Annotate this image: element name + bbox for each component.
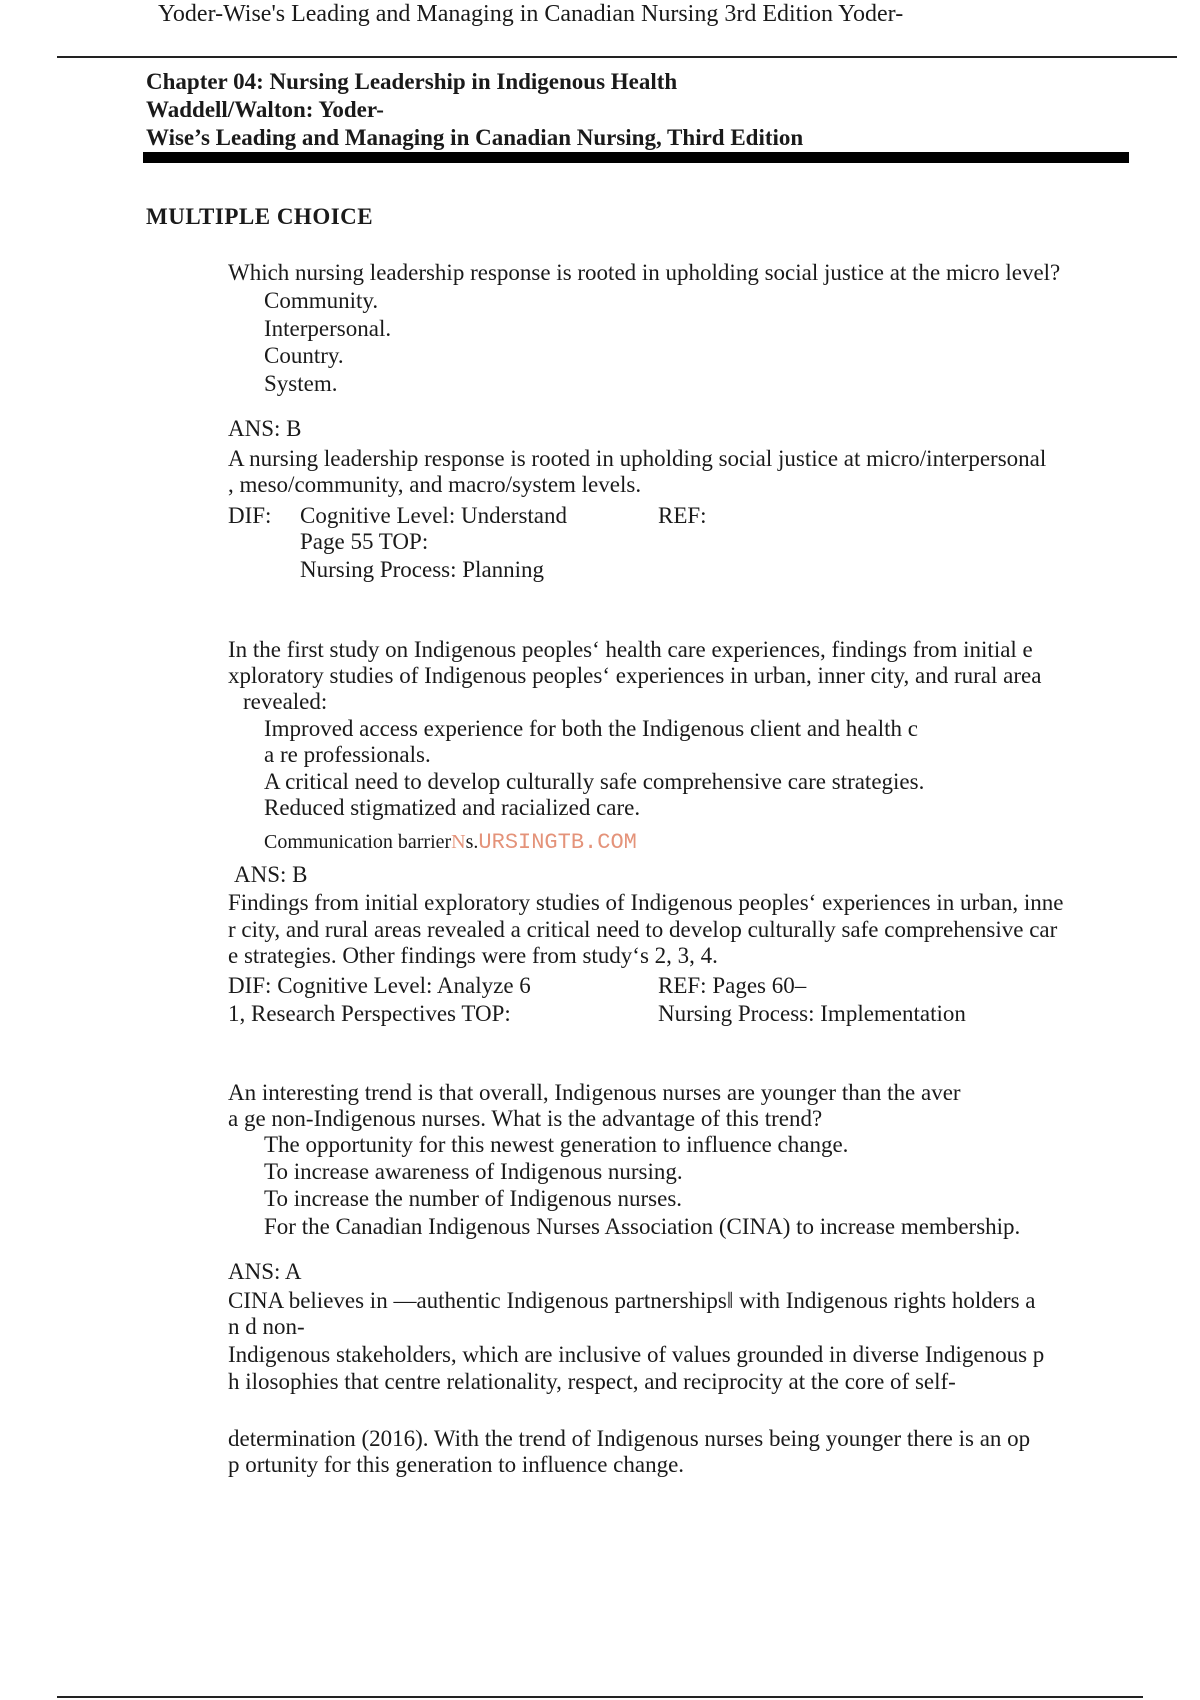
q3-rationale-line: p ortunity for this generation to influence change. [228, 1452, 685, 1477]
q3-stem-line: An interesting trend is that overall, Indigenous nurses are younger than the aver [228, 1080, 961, 1105]
q1-dif-label: DIF: [228, 503, 272, 528]
q2-option-c: Reduced stigmatized and racialized care. [264, 795, 641, 820]
q3-option-c: To increase the number of Indigenous nurses. [264, 1186, 683, 1211]
q3-rationale-line: h ilosophies that centre relationality, respect, and reciprocity at the core of self- [228, 1369, 956, 1394]
chapter-title: Chapter 04: Nursing Leadership in Indigenous Health [146, 69, 678, 94]
running-header: Yoder-Wise's Leading and Managing in Canadian Nursing 3rd Edition Yoder- [158, 1, 904, 27]
q1-page-topic: Page 55 TOP: [300, 529, 429, 554]
q2-answer: ANS: B [234, 862, 308, 887]
q3-option-b: To increase awareness of Indigenous nursing. [264, 1159, 683, 1184]
q2-stem-line: In the first study on Indigenous peoples‘ health care experiences, findings from initial e [228, 637, 1033, 662]
q3-rationale-line: Indigenous stakeholders, which are inclusive of values grounded in diverse Indigenous p [228, 1342, 1045, 1367]
q1-rationale-line: A nursing leadership response is rooted in upholding social justice at micro/interpersonal [228, 446, 1047, 471]
q1-option-a: Community. [264, 288, 379, 313]
q2-rationale-line: e strategies. Other findings were from study‘s 2, 3, 4. [228, 943, 718, 968]
q2-rationale-line: Findings from initial exploratory studies of Indigenous peoples‘ experiences in urban, inne [228, 890, 1064, 915]
q2-dif: DIF: Cognitive Level: Analyze 6 [228, 973, 531, 998]
q1-rationale-line: , meso/community, and macro/system levels. [228, 472, 642, 497]
q2-stem-line: revealed: [243, 689, 328, 714]
watermark: URSINGTB.COM [478, 830, 637, 855]
q2-option-d-text: Communication barrier [264, 831, 452, 853]
q3-option-a: The opportunity for this newest generation to influence change. [264, 1132, 849, 1157]
watermark-letter: N [451, 831, 466, 853]
q2-stem-line: xploratory studies of Indigenous peoples‘ experiences in urban, inner city, and rural area [228, 663, 1042, 688]
q1-option-c: Country. [264, 343, 344, 368]
q1-ref-label: REF: [658, 503, 707, 528]
q3-rationale-line: determination (2016). With the trend of Indigenous nurses being younger there is an op [228, 1426, 1031, 1451]
q2-rationale-line: r city, and rural areas revealed a critical need to develop culturally safe comprehensive car [228, 917, 1058, 942]
q1-nursing-process: Nursing Process: Planning [300, 557, 545, 582]
section-title: MULTIPLE CHOICE [146, 204, 374, 229]
chapter-authors: Waddell/Walton: Yoder- [146, 97, 384, 122]
q1-answer: ANS: B [228, 416, 302, 441]
q1-dif-value: Cognitive Level: Understand [300, 503, 567, 528]
q2-option-a: Improved access experience for both the Indigenous client and health c [264, 716, 918, 741]
q2-option-b: A critical need to develop culturally safe comprehensive care strategies. [264, 769, 925, 794]
q1-option-b: Interpersonal. [264, 316, 392, 341]
footer-divider [57, 1696, 1143, 1698]
q2-option-d [264, 830, 637, 855]
q1-option-d: System. [264, 371, 338, 396]
book-title: Wise’s Leading and Managing in Canadian Nursing, Third Edition [146, 125, 804, 150]
q2-option-d-suffix: s. [465, 831, 479, 853]
q1-stem: Which nursing leadership response is rooted in upholding social justice at the micro level? [228, 260, 1061, 285]
q2-option-a-cont: a re professionals. [264, 742, 431, 767]
q3-answer: ANS: A [228, 1259, 302, 1284]
q2-nursing-process: Nursing Process: Implementation [658, 1001, 966, 1026]
q3-rationale-line: n d non- [228, 1314, 305, 1339]
q3-rationale-line: CINA believes in ―authentic Indigenous partnerships‖ with Indigenous rights holders a [228, 1288, 1036, 1313]
q2-page-topic: 1, Research Perspectives TOP: [228, 1001, 511, 1026]
header-divider [57, 56, 1177, 58]
q2-ref: REF: Pages 60– [658, 973, 807, 998]
q3-option-d: For the Canadian Indigenous Nurses Association (CINA) to increase membership. [264, 1214, 1021, 1239]
q3-stem-line: a ge non-Indigenous nurses. What is the advantage of this trend? [228, 1106, 823, 1131]
chapter-divider [143, 152, 1129, 163]
